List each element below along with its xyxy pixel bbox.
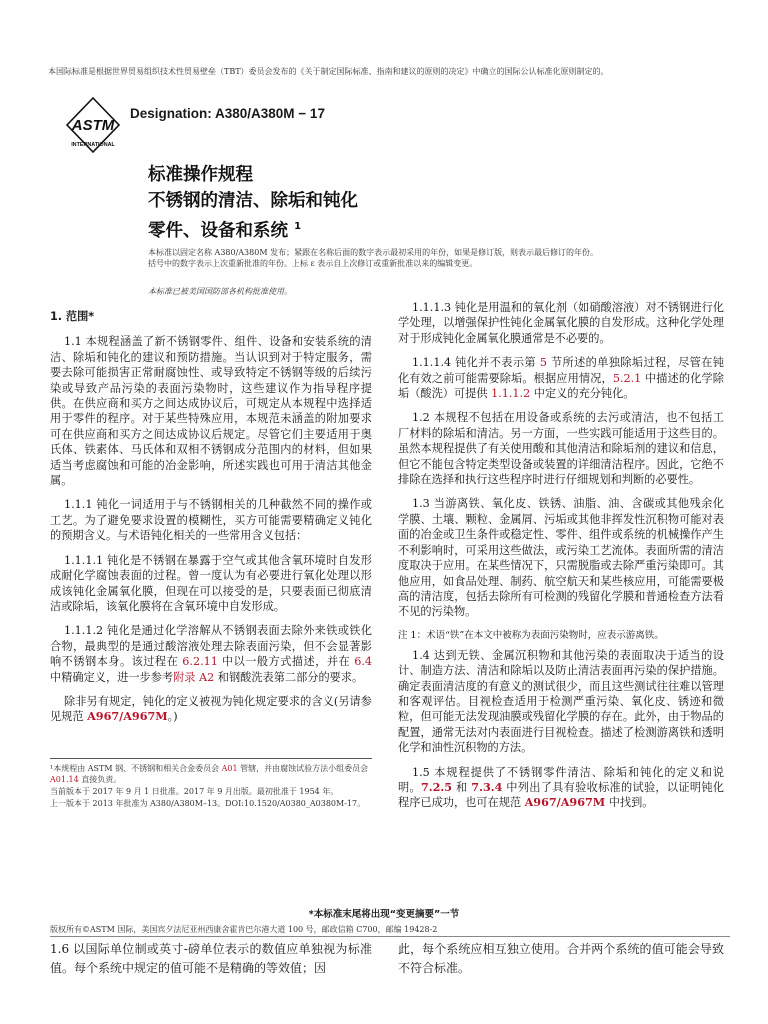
link-a967-spec[interactable]: A967/A967M — [524, 795, 606, 810]
link-a967[interactable]: A967/A967M — [87, 709, 168, 724]
link-1-1-1-2[interactable]: 1.1.1.2 — [491, 387, 531, 401]
link-subcommittee-a01-14[interactable]: A01.14 — [50, 775, 79, 784]
bottom-left-text — [50, 940, 372, 978]
paragraph-1-1-1-1: 1.1.1.1 钝化是不锈钢在暴露于空气或其他含氧环境时自发形成耐化学腐蚀表面的过程。曾一度认为有必要进行氧化处理以形成该钝化金属氧化膜，但现在可以接受的是，只要表面已彻底清洁或除垢，该氧化膜将在含氧环境中自发形成。 — [50, 553, 372, 613]
issue-note — [148, 247, 708, 269]
paragraph-1-4: 1.4 达到无铁、金属沉积物和其他污染的表面取决于适当的设计、制造方法、清洁和除垢以及防止清洁表面再污染的保护措施。确定表面清洁度的有意义的测试很少，而且这些测试往往难以管理和客观评估。目视检查适用于检测严重污染、氧化皮、锈迹和微粒，但可能无法发现油膜或残留化学膜的存在。此外，由于物品的配置，通常无法对内表面进行目视检查。描述了检测游离铁和透明化学和油性沉积物的方法。 — [398, 648, 724, 755]
left-column — [50, 309, 372, 734]
title-line-3: 零件、设备和系统 — [148, 220, 288, 241]
paragraph-1-1: 1.1 本规程涵盖了新不锈钢零件、组件、设备和安装系统的清洁、除垢和钝化的建议和预防措施。当认识到对于特定服务，需要去除可能损害正常耐腐蚀性、或导致特定不锈钢等级的后续污染或导致产品污染的表面污染物时，这些建议作为指导程序提供。在供应商和买方之间达成协议后，可规定从本规程中选择适用于零件的程序。对于某些特殊应用，本规范未涵盖的附加要求可在供应商和买方之间达成协议后规定。尽管它们主要适用于奥氏体、铁素体、马氏体和双相不锈钢成分范围内的材料，但如果适当考虑腐蚀和可能的冶金影响，所述实践也可用于清洁其他金属。 — [50, 335, 372, 488]
link-section-5[interactable]: 5 — [539, 356, 548, 370]
paragraph-1-2: 1.2 本规程不包括在用设备或系统的去污或清洁，也不包括工厂材料的除垢和清洁。另一方面，一些实践可能适用于这些目的。虽然本规程提供了有关使用酸和其他清洁和除垢剂的建议和信息，但它不能包含特定类型设备或装置的详细清洁程序。因此，它绝不排除在选择和执行这些程序时进行仔细规划和判断的必要性。 — [398, 411, 724, 487]
paragraph-passivation-definition: 除非另有规定，钝化的定义被视为钝化规定要求的含义(另请参见规范 A967/A967M。) — [50, 694, 372, 724]
footnote-1: ¹本规程由 ASTM 钢、不锈钢和相关合金委员会 A01 管辖，并由腐蚀试验方法小组委员会 A01.14 直接负责。 — [50, 764, 369, 784]
link-7-2-5[interactable]: 7.2.5 — [420, 779, 453, 794]
designation: Designation: A380/A380M − 17 — [130, 106, 325, 121]
link-committee-a01[interactable]: A01 — [221, 764, 238, 773]
title-line-1: 标准操作规程 — [148, 165, 253, 185]
link-7-3-4[interactable]: 7.3.4 — [471, 779, 503, 794]
logo-international-text: INTERNATIONAL — [71, 142, 115, 148]
paragraph-1-1-1-4: 1.1.1.4 钝化并不表示第 5 节所述的单独除垢过程，尽管在钝化有效之前可能需要除垢。根据应用情况，5.2.1 中描述的化学除垢（酸洗）可提供 1.1.1.2 中定义的充分钝化。 — [398, 356, 724, 401]
note-1: 注 1：术语“铁”在本文中被称为表面污染物时，应表示游离铁。 — [398, 629, 664, 641]
link-5-2-1[interactable]: 5.2.1 — [612, 371, 642, 385]
footnote-previous-edition: 上一版本于 2013 年批准为 A380/A380M–13。DOI:10.1520/A0380_A0380M-17。 — [50, 799, 366, 808]
paragraph-1-6-end: 此，每个系统应相互独立使用。合并两个系统的值可能会导致不符合标准。 — [398, 942, 724, 975]
right-column — [398, 300, 724, 820]
logo-astm-text: ASTM — [71, 117, 115, 134]
link-6-4[interactable]: 6.4 — [354, 655, 372, 669]
issue-note-line-1: 本标准以固定名称 A380/A380M 发布；紧跟在名称后面的数字表示最初采用的年份，如果是修订版，则表示最后修订的年份。 — [148, 248, 599, 257]
wto-principles-note: 本国际标准是根据世界贸易组织技术性贸易壁垒（TBT）委员会发布的《关于制定国际标准、指南和建议的原则的决定》中确立的国际公认标准化原则制定的。 — [48, 67, 609, 76]
footnote-current-edition: 当前版本于 2017 年 9 月 1 日批准。2017 年 9 月出版。最初批准于 1954 年。 — [50, 787, 339, 796]
title-footnote-mark: 1 — [294, 221, 302, 232]
bottom-right-text — [398, 940, 724, 978]
issue-note-line-2: 括号中的数字表示上次重新批准的年份。上标 ε 表示自上次修订或重新批准以来的编辑变更。 — [148, 259, 478, 268]
link-appendix-a2[interactable]: 附录 A2 — [173, 670, 215, 684]
paragraph-1-3: 1.3 当游离铁、氧化皮、铁锈、油脂、油、含碳或其他残余化学膜、土壤、颗粒、金属屑、污垢或其他非挥发性沉积物可能对表面的冶金或卫生条件或稳定性、零件、组件或系统的机械操作产生不利影响时，可采用这些做法，或污染工艺流体。表面所需的清洁度取决于应用。在某些情况下，只需脱脂或去除严重污染即可。其他应用，如食品处理、制药、航空航天和某些核应用，可能需要极高的清洁度，包括去除所有可检测的残留化学膜和普通检查方法看不见的污染物。 — [398, 497, 724, 619]
link-6-2-11[interactable]: 6.2.11 — [182, 655, 218, 669]
title-line-2: 不锈钢的清洁、除垢和钝化 — [148, 191, 358, 211]
paragraph-1-1-1-3: 1.1.1.3 钝化是用温和的氧化剂（如硝酸溶液）对不锈钢进行化学处理，以增强保护性钝化金属氧化膜的自发形成。这种化学处理对于形成钝化金属氧化膜通常是不必要的。 — [398, 301, 724, 345]
footnotes — [50, 758, 372, 810]
summary-of-changes-banner: *本标准末尾将出现“变更摘要”一节 — [308, 909, 460, 920]
astm-logo — [64, 96, 122, 156]
paragraph-1-1-1: 1.1.1 钝化一词适用于与不锈钢相关的几种截然不同的操作或工艺。为了避免要求设置的模糊性，买方可能需要精确定义钝化的预期含义。与术语钝化相关的一些常用含义包括： — [50, 498, 372, 543]
paragraph-1-6-start: 1.6 以国际单位制或英寸-磅单位表示的数值应单独视为标准值。每个系统中规定的值可能不是精确的等效值；因 — [50, 942, 372, 975]
footer-divider — [50, 936, 730, 937]
copyright-line: 版权所有©ASTM 国际，美国宾夕法尼亚州西康舍霍肯巴尔港大道 100 号，邮政信箱 C700，邮编 19428-2 — [50, 925, 438, 934]
standard-title — [148, 162, 358, 244]
paragraph-1-5: 1.5 本规程提供了不锈钢零件清洁、除垢和钝化的定义和说明。7.2.5 和 7.3.4 中列出了具有验收标准的试验，以证明钝化程序已成功，也可在规范 A967/A967M 中找到。 — [398, 765, 724, 810]
section-heading-scope: 1. 范围* — [50, 310, 95, 323]
dod-approval-note: 本标准已被美国国防部各机构批准使用。 — [148, 287, 292, 296]
paragraph-1-1-1-2: 1.1.1.2 钝化是通过化学溶解从不锈钢表面去除外来铁或铁化合物，最典型的是通过酸溶液处理去除表面污染，但不会显著影响不锈钢本身。该过程在 6.2.11 中以一般方式描述，并在 6.4 中精确定义，进一步参考附录 A2 和钢酸洗表第二部分的要求。 — [50, 624, 372, 684]
